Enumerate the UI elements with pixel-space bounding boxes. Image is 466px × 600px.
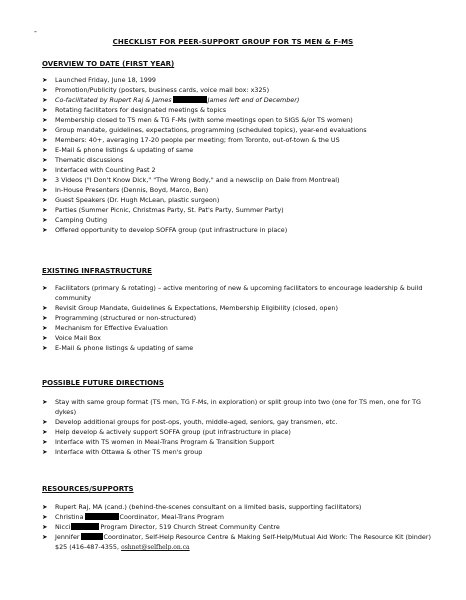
arrow-bullet-icon: ➤ (42, 418, 48, 426)
arrow-bullet-icon: ➤ (42, 126, 48, 134)
arrow-bullet-icon: ➤ (42, 176, 48, 184)
list-item: ➤ Rupert Raj, MA (cand.) (behind-the-scenes consultant on a limited basis, supporting facilitators) (42, 503, 362, 511)
arrow-bullet-icon: ➤ (42, 324, 48, 332)
redaction-bar (173, 96, 207, 103)
list-item: ➤ Parties (Summer Picnic, Christmas Party, St. Pat's Party, Summer Party) (42, 206, 284, 214)
list-item: ➤ Christina Coordinator, Meal-Trans Program (42, 513, 224, 521)
list-item: ➤ Membership closed to TS men & TG F-Ms (with some meetings open to SIGS &/or TS women) (42, 116, 353, 124)
list-item: ➤ Group mandate, guidelines, expectations, programming (scheduled topics), year-end evaluations (42, 126, 367, 134)
list-item: ➤ Interface with Ottawa & other TS men's group (42, 448, 203, 456)
list-item: ➤ Help develop & actively support SOFFA group (put infrastructure in place) (42, 428, 291, 436)
arrow-bullet-icon: ➤ (42, 206, 48, 214)
arrow-bullet-icon: ➤ (42, 513, 48, 521)
arrow-bullet-icon: ➤ (42, 216, 48, 224)
arrow-bullet-icon: ➤ (42, 186, 48, 194)
email-address: oshnet@selfhelp.on.ca (121, 544, 190, 551)
header-mark: - (34, 27, 37, 36)
arrow-bullet-icon: ➤ (42, 116, 48, 124)
arrow-bullet-icon: ➤ (42, 398, 48, 406)
list-item: ➤ Develop additional groups for post-ops, youth, middle-aged, seniors, gay transmen, etc. (42, 418, 338, 426)
existing-infrastructure-list (42, 283, 442, 353)
redaction-bar (71, 523, 99, 530)
arrow-bullet-icon: ➤ (42, 196, 48, 204)
arrow-bullet-icon: ➤ (42, 106, 48, 114)
list-item: ➤ E-Mail & phone listings & updating of same (42, 146, 194, 154)
overview-heading: OVERVIEW TO DATE (FIRST YEAR) (42, 60, 175, 68)
list-item: ➤ Stay with same group format (TS men, TG F-Ms, in exploration) or split group into two (one for TS men, one for TG dykes) (42, 398, 421, 416)
list-item: ➤ Guest Speakers (Dr. Hugh McLean, plastic surgeon) (42, 196, 220, 204)
overview-list (42, 75, 442, 235)
list-item: ➤ Rotating facilitators for designated meetings & topics (42, 106, 227, 114)
list-item: ➤ Interfaced with Counting Past 2 (42, 166, 156, 174)
list-item: ➤ Promotion/Publicity (posters, business cards, voice mail box: x325) (42, 86, 270, 94)
list-item: ➤ In-House Presenters (Dennis, Boyd, Marco, Ben) (42, 186, 209, 194)
list-item: ➤ Jennifer Coordinator, Self-Help Resource Centre & Making Self-Help/Mutual Aid Work: The Resource Kit (binder) $25 (416-487-4355, oshnet@selfhelp.on.ca (42, 533, 431, 551)
existing-infrastructure-heading: EXISTING INFRASTRUCTURE (42, 267, 152, 275)
arrow-bullet-icon: ➤ (42, 156, 48, 164)
list-item: ➤ Nicci Program Director, 519 Church Street Community Centre (42, 523, 280, 531)
arrow-bullet-icon: ➤ (42, 96, 48, 104)
arrow-bullet-icon: ➤ (42, 136, 48, 144)
arrow-bullet-icon: ➤ (42, 226, 48, 234)
document-title: CHECKLIST FOR PEER-SUPPORT GROUP FOR TS MEN & F-MS (112, 38, 354, 46)
list-item: ➤ Mechanism for Effective Evaluation (42, 324, 168, 332)
resources-heading: RESOURCES/SUPPORTS (42, 485, 134, 493)
arrow-bullet-icon: ➤ (42, 304, 48, 312)
arrow-bullet-icon: ➤ (42, 344, 48, 352)
arrow-bullet-icon: ➤ (42, 166, 48, 174)
list-item: ➤ Thematic discussions (42, 156, 124, 164)
arrow-bullet-icon: ➤ (42, 86, 48, 94)
list-item: ➤ Facilitators (primary & rotating) – active mentoring of new & upcoming facilitators to encourage leadership & build community (42, 284, 423, 302)
list-item: ➤ Launched Friday, June 18, 1999 (42, 76, 156, 84)
future-directions-heading: POSSIBLE FUTURE DIRECTIONS (42, 379, 164, 387)
arrow-bullet-icon: ➤ (42, 428, 48, 436)
list-item: ➤ Camping Outing (42, 216, 108, 224)
list-item: ➤ Voice Mail Box (42, 334, 101, 342)
arrow-bullet-icon: ➤ (42, 533, 48, 541)
arrow-bullet-icon: ➤ (42, 284, 48, 292)
list-item: ➤ Interface with TS women in Meal-Trans Program & Transition Support (42, 438, 275, 446)
arrow-bullet-icon: ➤ (42, 438, 48, 446)
list-item: ➤ 3 Videos ("I Don't Know Dick," "The Wrong Body," and a newsclip on Dale from Montreal) (42, 176, 340, 184)
arrow-bullet-icon: ➤ (42, 448, 48, 456)
arrow-bullet-icon: ➤ (42, 314, 48, 322)
arrow-bullet-icon: ➤ (42, 523, 48, 531)
redaction-bar (81, 533, 103, 540)
resources-list (42, 502, 442, 553)
list-item: ➤ E-Mail & phone listings & updating of same (42, 344, 194, 352)
future-directions-list (42, 397, 442, 457)
list-item: ➤ Revisit Group Mandate, Guidelines & Expectations, Membership Eligibility (closed, open) (42, 304, 338, 312)
list-item: ➤ Programming (structured or non-structured) (42, 314, 197, 322)
list-item: ➤ Offered opportunity to develop SOFFA group (put infrastructure in place) (42, 226, 288, 234)
redaction-bar (85, 513, 119, 520)
arrow-bullet-icon: ➤ (42, 76, 48, 84)
arrow-bullet-icon: ➤ (42, 503, 48, 511)
arrow-bullet-icon: ➤ (42, 146, 48, 154)
list-item: ➤ Members: 40+, averaging 17-20 people per meeting; from Toronto, out-of-town & the US (42, 136, 340, 144)
arrow-bullet-icon: ➤ (42, 334, 48, 342)
list-item: ➤ Co-facilitated by Rupert Raj & James James left end of December) (42, 96, 300, 104)
